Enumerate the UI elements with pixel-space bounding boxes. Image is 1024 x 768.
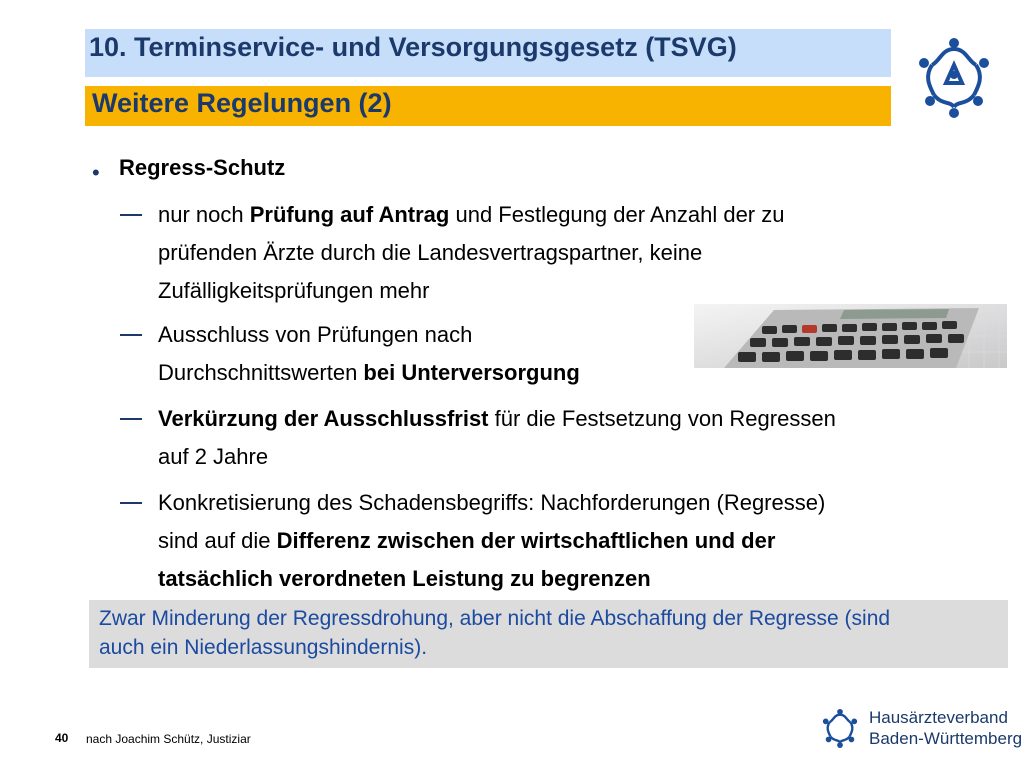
page-title: 10. Terminservice- und Versorgungsgesetz (TSVG) [89, 32, 737, 62]
association-logo-small-icon [820, 708, 860, 748]
page-number: 40 [55, 731, 69, 745]
org-name-line-2: Baden-Württemberg [869, 729, 1023, 748]
dash-icon [120, 418, 142, 420]
dash-icon [120, 334, 142, 336]
association-logo-icon [912, 35, 996, 119]
footer-credit: nach Joachim Schütz, Justiziar [86, 732, 251, 746]
page-subtitle: Weitere Regelungen (2) [92, 88, 392, 118]
dash-icon [120, 214, 142, 216]
bullet-heading: Regress-Schutz [119, 155, 286, 180]
item-4-line-1: Konkretisierung des Schadensbegriffs: Nachforderungen (Regresse) [158, 490, 826, 515]
item-3-line-2: auf 2 Jahre [158, 444, 269, 469]
dash-icon [120, 502, 142, 504]
item-2-line-2: Durchschnittswerten bei Unterversorgung [158, 360, 580, 385]
bullet-icon: • [92, 160, 100, 185]
item-3-line-1: Verkürzung der Ausschlussfrist für die Festsetzung von Regressen [158, 406, 836, 431]
item-1-line-2: prüfenden Ärzte durch die Landesvertragspartner, keine [158, 240, 703, 265]
item-1-line-1: nur noch Prüfung auf Antrag und Festlegung der Anzahl der zu [158, 202, 785, 227]
item-2-line-1: Ausschluss von Prüfungen nach [158, 322, 473, 347]
calculator-image [694, 304, 1007, 368]
item-1-line-3: Zufälligkeitsprüfungen mehr [158, 278, 430, 303]
org-name-line-1: Hausärzteverband [869, 708, 1008, 727]
note-text: Zwar Minderung der Regressdrohung, aber nicht die Abschaffung der Regresse (sind auch ein Niederlassungshindernis). [99, 607, 891, 659]
item-4-line-3: tatsächlich verordneten Leistung zu begrenzen [158, 566, 651, 591]
item-4-line-2: sind auf die Differenz zwischen der wirtschaftlichen und der [158, 528, 776, 553]
